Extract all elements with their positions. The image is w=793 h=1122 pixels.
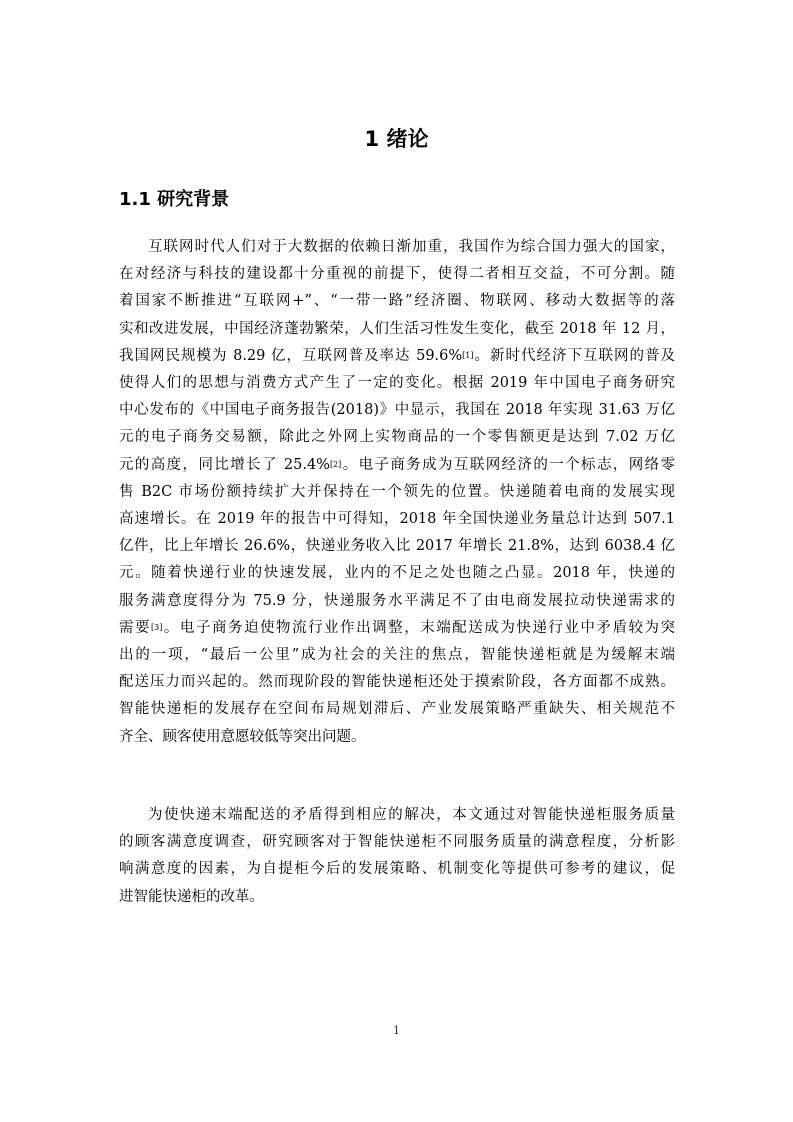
text-line: 使得人们的思想与消费方式产生了一定的变化。根据 2019 年中国电子商务研究 xyxy=(119,375,675,392)
text-line: 实和改进发展，中国经济蓬勃繁荣，人们生活习性发生变化，截至 2018 年 12 月， xyxy=(119,320,675,337)
text-line xyxy=(119,615,675,642)
text-line: 中心发布的《中国电子商务报告(2018)》中显示，我国在 2018 年实现 31.63 万亿 xyxy=(119,402,675,419)
text-line: 齐全、顾客使用意愿较低等突出问题。 xyxy=(119,728,366,745)
chapter-title: 1 绪论 xyxy=(364,127,429,151)
text-line: 的顾客满意度调查，研究顾客对于智能快递柜不同服务质量的满意程度，分析影 xyxy=(119,834,675,851)
text-run: 。电子商务成为互联网经济的一个标志，网络零 xyxy=(341,456,676,473)
page-number: 1 xyxy=(393,1024,400,1037)
paragraph-research-background-2 xyxy=(119,802,675,911)
text-line: 售 B2C 市场份额持续扩大并保持在一个领先的位置。快递随着电商的发展实现 xyxy=(119,483,675,500)
text-line: 配送压力而兴起的。然而现阶段的智能快递柜还处于摸索阶段，各方面都不成熟。 xyxy=(119,674,675,691)
text-line: 服务满意度得分为 75.9 分，快递服务水平满足不了由电商发展拉动快递需求的 xyxy=(119,592,675,609)
text-line: 元的电子商务交易额，除此之外网上实物商品的一个零售额更是达到 7.02 万亿 xyxy=(119,429,675,446)
text-run: 需要 xyxy=(119,619,152,636)
text-run: 元的高度，同比增长了 25.4% xyxy=(119,456,330,473)
citation-ref: [1] xyxy=(462,350,474,360)
text-line: 进智能快递柜的改革。 xyxy=(119,888,264,905)
text-run: 。新时代经济下互联网的普及 xyxy=(473,347,675,364)
section-title: 1.1 研究背景 xyxy=(119,189,230,210)
text-line: 亿件，比上年增长 26.6%，快递业务收入比 2017 年增长 21.8%，达到 6038.4 亿 xyxy=(119,538,675,555)
text-line: 出的一项，“最后一公里”成为社会的关注的焦点，智能快递柜就是为缓解末端 xyxy=(119,647,675,664)
text-line: 互联网时代人们对于大数据的依赖日渐加重，我国作为综合国力强大的国家， xyxy=(148,239,675,255)
text-run: 。电子商务迫使物流行业作出调整，末端配送成为快递行业中矛盾较为突 xyxy=(162,619,676,636)
citation-ref: [3] xyxy=(151,622,163,632)
text-line xyxy=(119,343,675,370)
text-run: 我国网民规模为 8.29 亿，互联网普及率达 59.6% xyxy=(119,347,463,364)
text-line: 高速增长。在 2019 年的报告中可得知，2018 年全国快递业务量总计达到 507.1 xyxy=(119,511,675,528)
text-line: 智能快递柜的发展存在空间布局规划滞后、产业发展策略严重缺失、相关规范不 xyxy=(119,701,675,718)
text-line: 响满意度的因素，为自提柜今后的发展策略、机制变化等提供可参考的建议，促 xyxy=(119,861,675,878)
text-line: 在对经济与科技的建设都十分重视的前提下，使得二者相互交益，不可分割。随 xyxy=(119,266,675,283)
text-line xyxy=(119,452,675,479)
text-line: 元。随着快递行业的快速发展，业内的不足之处也随之凸显。2018 年，快递的 xyxy=(119,565,675,582)
text-line: 为使快递末端配送的矛盾得到相应的解决，本文通过对智能快递柜服务质量 xyxy=(148,807,675,823)
citation-ref: [2] xyxy=(329,459,342,469)
text-line: 着国家不断推进“互联网+”、“一带一路”经济圈、物联网、移动大数据等的落 xyxy=(119,293,675,310)
paragraph-research-background-1 xyxy=(119,234,675,751)
